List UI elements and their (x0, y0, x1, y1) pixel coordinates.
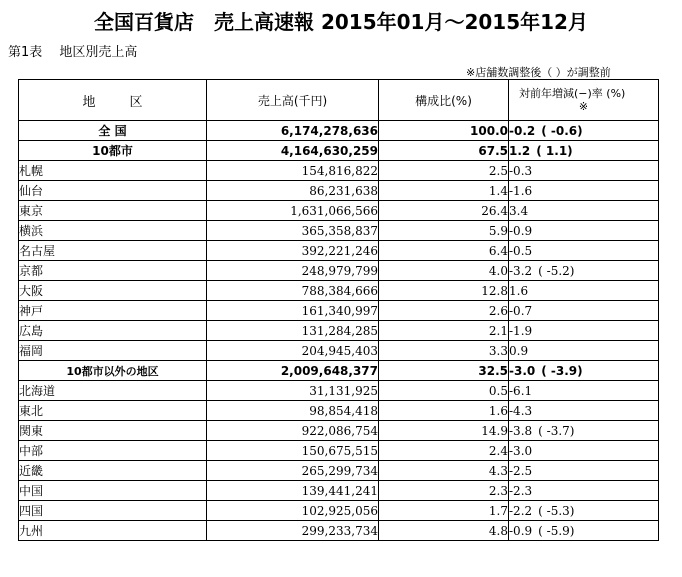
change-cell (509, 241, 659, 261)
table-row (19, 301, 659, 321)
region-cell: 10都市 (19, 141, 207, 161)
sales-cell: 102,925,056 (207, 501, 379, 521)
table-row (19, 341, 659, 361)
change-value: -0.7 (509, 303, 533, 318)
change-value: -2.3 (509, 483, 533, 498)
change-before-adjustment: ( -3.9) (541, 363, 583, 378)
table-row (19, 421, 659, 441)
region-cell: 四国 (19, 501, 207, 521)
change-cell (509, 401, 659, 421)
change-value: -0.9 (509, 523, 533, 538)
table-row (19, 441, 659, 461)
ratio-cell: 2.3 (379, 481, 509, 501)
table-row (19, 321, 659, 341)
header-ratio: 構成比(%) (379, 80, 509, 121)
table-row (19, 261, 659, 281)
sales-cell: 299,233,734 (207, 521, 379, 541)
ratio-cell: 2.1 (379, 321, 509, 341)
sales-cell: 2,009,648,377 (207, 361, 379, 381)
region-cell: 横浜 (19, 221, 207, 241)
sales-cell: 1,631,066,566 (207, 201, 379, 221)
region-cell: 中国 (19, 481, 207, 501)
header-sales: 売上高(千円) (207, 80, 379, 121)
table-header (19, 80, 659, 121)
change-value: 0.9 (509, 343, 529, 358)
sales-cell: 265,299,734 (207, 461, 379, 481)
change-cell (509, 281, 659, 301)
header-change (509, 80, 659, 121)
sales-cell: 248,979,799 (207, 261, 379, 281)
ratio-cell: 12.8 (379, 281, 509, 301)
table-row (19, 401, 659, 421)
change-cell (509, 141, 659, 161)
sales-cell: 31,131,925 (207, 381, 379, 401)
ratio-cell: 2.6 (379, 301, 509, 321)
change-cell (509, 421, 659, 441)
change-cell (509, 441, 659, 461)
ratio-cell: 100.0 (379, 121, 509, 141)
ratio-cell: 14.9 (379, 421, 509, 441)
change-cell (509, 381, 659, 401)
adjustment-note: ※店舗数調整後（ ）が調整前 (466, 66, 611, 79)
sales-cell: 154,816,822 (207, 161, 379, 181)
change-cell (509, 221, 659, 241)
ratio-cell: 1.7 (379, 501, 509, 521)
header-change-mark: ※ (578, 100, 589, 113)
ratio-cell: 0.5 (379, 381, 509, 401)
regional-sales-table (18, 79, 659, 541)
ratio-cell: 2.5 (379, 161, 509, 181)
change-value: -1.6 (509, 183, 533, 198)
sales-cell: 131,284,285 (207, 321, 379, 341)
region-cell: 広島 (19, 321, 207, 341)
change-value: -2.5 (509, 463, 533, 478)
ratio-cell: 1.4 (379, 181, 509, 201)
change-cell (509, 521, 659, 541)
table-row (19, 121, 659, 141)
region-cell: 10都市以外の地区 (19, 361, 207, 381)
change-cell (509, 341, 659, 361)
change-cell (509, 481, 659, 501)
change-value: -0.9 (509, 223, 533, 238)
change-cell (509, 161, 659, 181)
change-value: 1.6 (509, 283, 529, 298)
sales-cell: 392,221,246 (207, 241, 379, 261)
change-value: -3.2 (509, 263, 533, 278)
change-value: -3.0 (509, 363, 536, 378)
ratio-cell: 5.9 (379, 221, 509, 241)
sales-cell: 161,340,997 (207, 301, 379, 321)
change-before-adjustment: ( -5.9) (538, 523, 575, 538)
change-cell (509, 361, 659, 381)
change-value: 1.2 (509, 143, 531, 158)
region-cell: 福岡 (19, 341, 207, 361)
region-cell: 大阪 (19, 281, 207, 301)
change-value: -1.9 (509, 323, 533, 338)
header-region: 地区 (19, 80, 207, 121)
region-cell: 関東 (19, 421, 207, 441)
ratio-cell: 26.4 (379, 201, 509, 221)
ratio-cell: 2.4 (379, 441, 509, 461)
table-row (19, 221, 659, 241)
sales-cell: 6,174,278,636 (207, 121, 379, 141)
change-cell (509, 461, 659, 481)
sales-cell: 139,441,241 (207, 481, 379, 501)
change-cell (509, 321, 659, 341)
ratio-cell: 4.0 (379, 261, 509, 281)
header-change-label: 対前年増減(−)率 (%) (519, 87, 626, 100)
change-before-adjustment: ( 1.1) (536, 143, 573, 158)
change-cell (509, 261, 659, 281)
change-before-adjustment: ( -3.7) (538, 423, 575, 438)
page-title: 全国百貨店 売上高速報 2015年01月～2015年12月 (94, 10, 588, 34)
ratio-cell: 3.3 (379, 341, 509, 361)
region-cell: 京都 (19, 261, 207, 281)
table-row (19, 141, 659, 161)
region-cell: 名古屋 (19, 241, 207, 261)
change-value: 3.4 (509, 203, 529, 218)
change-cell (509, 301, 659, 321)
change-before-adjustment: ( -5.2) (538, 263, 575, 278)
ratio-cell: 1.6 (379, 401, 509, 421)
region-cell: 神戸 (19, 301, 207, 321)
change-cell (509, 501, 659, 521)
region-cell: 北海道 (19, 381, 207, 401)
change-value: -6.1 (509, 383, 533, 398)
change-cell (509, 121, 659, 141)
sales-cell: 788,384,666 (207, 281, 379, 301)
region-cell: 東京 (19, 201, 207, 221)
table-row (19, 481, 659, 501)
region-cell: 中部 (19, 441, 207, 461)
region-cell: 近畿 (19, 461, 207, 481)
table-caption: 第1表 地区別売上高 (8, 45, 138, 60)
sales-cell: 98,854,418 (207, 401, 379, 421)
change-cell (509, 201, 659, 221)
change-value: -0.5 (509, 243, 533, 258)
sales-cell: 4,164,630,259 (207, 141, 379, 161)
table-row (19, 381, 659, 401)
region-cell: 九州 (19, 521, 207, 541)
table-row (19, 461, 659, 481)
table-row (19, 161, 659, 181)
ratio-cell: 4.8 (379, 521, 509, 541)
header-row (19, 80, 659, 121)
change-before-adjustment: ( -5.3) (538, 503, 575, 518)
region-cell: 仙台 (19, 181, 207, 201)
sales-cell: 86,231,638 (207, 181, 379, 201)
table-row (19, 361, 659, 381)
ratio-cell: 67.5 (379, 141, 509, 161)
table-row (19, 521, 659, 541)
change-value: -2.2 (509, 503, 533, 518)
sales-cell: 365,358,837 (207, 221, 379, 241)
table-row (19, 201, 659, 221)
table-row (19, 181, 659, 201)
region-cell: 札幌 (19, 161, 207, 181)
region-cell: 全 国 (19, 121, 207, 141)
change-cell (509, 181, 659, 201)
ratio-cell: 4.3 (379, 461, 509, 481)
change-value: -0.2 (509, 123, 536, 138)
table-row (19, 281, 659, 301)
ratio-cell: 32.5 (379, 361, 509, 381)
sales-cell: 150,675,515 (207, 441, 379, 461)
table-row (19, 501, 659, 521)
change-before-adjustment: ( -0.6) (541, 123, 583, 138)
table-row (19, 241, 659, 261)
sales-cell: 204,945,403 (207, 341, 379, 361)
change-value: -3.0 (509, 443, 533, 458)
sales-cell: 922,086,754 (207, 421, 379, 441)
change-value: -0.3 (509, 163, 533, 178)
region-cell: 東北 (19, 401, 207, 421)
change-value: -3.8 (509, 423, 533, 438)
table-body (19, 121, 659, 541)
change-value: -4.3 (509, 403, 533, 418)
ratio-cell: 6.4 (379, 241, 509, 261)
